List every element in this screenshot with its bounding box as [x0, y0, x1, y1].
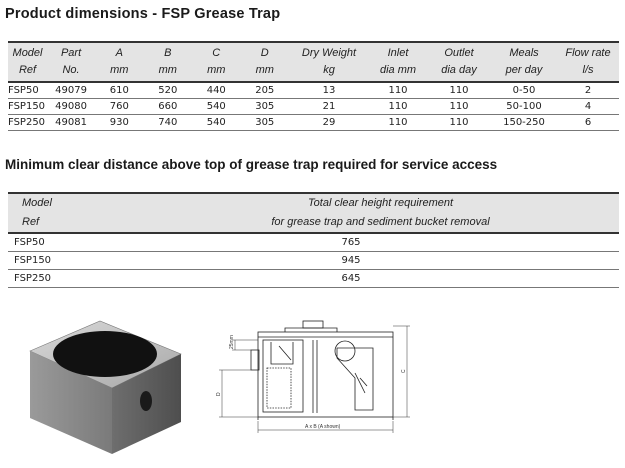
table-cell: 305	[241, 99, 290, 115]
outlet-pipe	[337, 348, 373, 410]
table-cell: 0-50	[491, 82, 557, 99]
col-header: Model Ref	[22, 197, 52, 228]
table-header-row	[8, 42, 619, 82]
table-cell: 49081	[47, 115, 95, 131]
section-drawing	[205, 318, 420, 438]
table-cell: 740	[144, 115, 192, 131]
table-cell: 49080	[47, 99, 95, 115]
table-cell: FSP250	[8, 270, 142, 288]
table-cell: 305	[241, 115, 290, 131]
table-cell: 930	[95, 115, 143, 131]
table-cell: 645	[142, 270, 619, 288]
table-cell: FSP250	[8, 115, 47, 131]
dim-ab-label: A x B (A shown)	[305, 424, 341, 430]
table-cell: FSP50	[8, 82, 47, 99]
col-header: Part No.	[60, 47, 82, 76]
col-header: Total clear height requirement for grease trap and sediment bucket removal	[271, 197, 490, 228]
table-cell: 440	[192, 82, 240, 99]
table-cell: 110	[369, 115, 427, 131]
table-cell: 29	[289, 115, 369, 131]
table-row	[8, 82, 619, 99]
dimensions-table	[8, 41, 619, 131]
table-cell: FSP150	[8, 252, 142, 270]
table-cell: 150-250	[491, 115, 557, 131]
table-cell: 540	[192, 115, 240, 131]
table-cell: 110	[427, 115, 491, 131]
table-row	[8, 233, 619, 252]
table-cell: 4	[557, 99, 619, 115]
table-cell: 520	[144, 82, 192, 99]
page-title: Product dimensions - FSP Grease Trap	[5, 6, 281, 22]
table-cell: 765	[142, 233, 619, 252]
col-header: Flow rate l/s	[565, 47, 611, 76]
table-cell: 205	[241, 82, 290, 99]
col-header: B mm	[158, 47, 177, 76]
table-cell: 50-100	[491, 99, 557, 115]
table-cell: 110	[369, 99, 427, 115]
col-header: Dry Weight kg	[301, 47, 357, 76]
table-cell: 110	[427, 99, 491, 115]
table-cell: 110	[369, 82, 427, 99]
col-header: Model Ref	[12, 47, 43, 76]
col-header: A mm	[110, 47, 129, 76]
col-header: C mm	[207, 47, 226, 76]
table-cell: 660	[144, 99, 192, 115]
section-subtitle: Minimum clear distance above top of grease trap required for service access	[5, 157, 498, 172]
col-header: Meals per day	[505, 47, 543, 76]
table-cell: FSP150	[8, 99, 47, 115]
dim-d-label: D	[216, 392, 222, 396]
dim-25mm-label: 25mm	[229, 335, 235, 349]
col-header: Outlet dia day	[441, 47, 477, 76]
tank-lid	[285, 328, 337, 332]
table-cell: 13	[289, 82, 369, 99]
col-header: D mm	[255, 47, 274, 76]
table-row	[8, 99, 619, 115]
table-cell: FSP50	[8, 233, 142, 252]
outlet-port	[140, 391, 152, 411]
clearance-table	[8, 192, 619, 288]
table-cell: 49079	[47, 82, 95, 99]
dim-c-label: C	[401, 369, 407, 373]
table-header-row	[8, 193, 619, 233]
table-row	[8, 115, 619, 131]
table-row	[8, 270, 619, 288]
grease-trap-render	[28, 318, 188, 458]
table-cell: 2	[557, 82, 619, 99]
table-cell: 610	[95, 82, 143, 99]
table-cell: 6	[557, 115, 619, 131]
box-opening	[53, 331, 157, 377]
table-cell: 110	[427, 82, 491, 99]
table-cell: 21	[289, 99, 369, 115]
col-header: Inlet dia mm	[379, 47, 417, 76]
table-cell: 540	[192, 99, 240, 115]
table-row	[8, 252, 619, 270]
table-cell: 760	[95, 99, 143, 115]
table-cell: 945	[142, 252, 619, 270]
